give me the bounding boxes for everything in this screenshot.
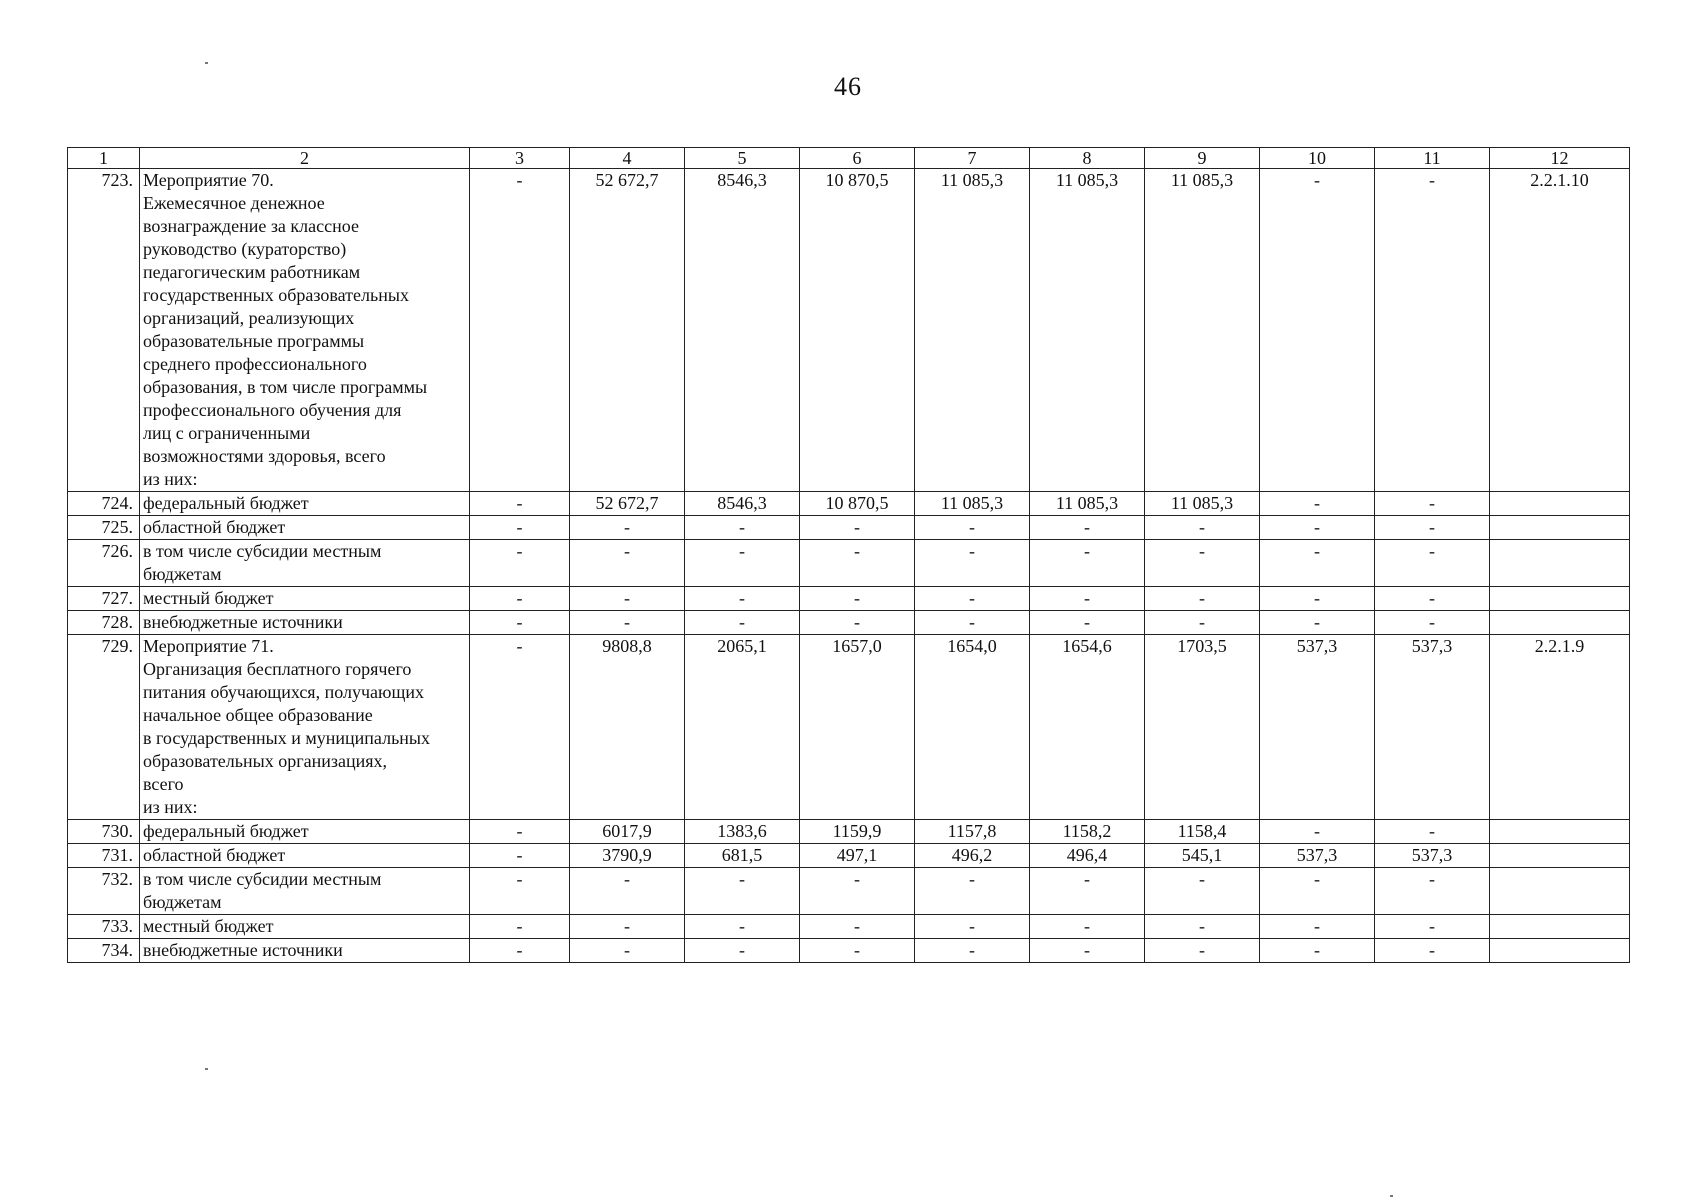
value-cell-col-6: 10 870,5 <box>800 492 915 516</box>
row-description <box>140 635 470 820</box>
description-line: бюджетам <box>143 564 222 584</box>
row-description <box>140 587 470 611</box>
description-line: федеральный бюджет <box>143 821 309 841</box>
value-cell-col-11: - <box>1375 169 1490 492</box>
value-cell-col-12: 2.2.1.10 <box>1490 169 1630 492</box>
row-description <box>140 868 470 915</box>
table-row <box>68 492 1630 516</box>
value-cell-col-12 <box>1490 492 1630 516</box>
value-cell-col-3: - <box>470 868 570 915</box>
value-cell-col-10: - <box>1260 169 1375 492</box>
value-cell-col-9: 1158,4 <box>1145 820 1260 844</box>
value-cell-col-11: 537,3 <box>1375 844 1490 868</box>
value-cell-col-8: 1654,6 <box>1030 635 1145 820</box>
value-cell-col-10: - <box>1260 492 1375 516</box>
value-cell-col-12 <box>1490 611 1630 635</box>
description-line: областной бюджет <box>143 845 286 865</box>
value-cell-col-12 <box>1490 516 1630 540</box>
value-cell-col-10: 537,3 <box>1260 844 1375 868</box>
value-cell-col-6: - <box>800 516 915 540</box>
value-cell-col-6: - <box>800 915 915 939</box>
value-cell-col-4: 9808,8 <box>570 635 685 820</box>
value-cell-col-11: - <box>1375 516 1490 540</box>
description-line: образования, в том числе программы <box>143 377 428 397</box>
description-line: питания обучающихся, получающих <box>143 682 424 702</box>
description-line: образовательные программы <box>143 331 365 351</box>
value-cell-col-6: 10 870,5 <box>800 169 915 492</box>
description-line: местный бюджет <box>143 588 274 608</box>
column-header-4: 4 <box>570 148 685 169</box>
description-line: всего <box>143 774 184 794</box>
table-row <box>68 635 1630 820</box>
description-line: педагогическим работникам <box>143 262 361 282</box>
value-cell-col-10: - <box>1260 540 1375 587</box>
value-cell-col-11: 537,3 <box>1375 635 1490 820</box>
value-cell-col-5: 681,5 <box>685 844 800 868</box>
value-cell-col-3: - <box>470 635 570 820</box>
table-row <box>68 169 1630 492</box>
value-cell-col-5: 8546,3 <box>685 492 800 516</box>
description-line: из них: <box>143 469 198 489</box>
value-cell-col-9: - <box>1145 939 1260 963</box>
table-body <box>68 148 1630 963</box>
value-cell-col-3: - <box>470 587 570 611</box>
row-description <box>140 516 470 540</box>
description-line: профессионального обучения для <box>143 400 402 420</box>
value-cell-col-4: 3790,9 <box>570 844 685 868</box>
description-line: Ежемесячное денежное <box>143 193 325 213</box>
value-cell-col-6: 1657,0 <box>800 635 915 820</box>
value-cell-col-3: - <box>470 540 570 587</box>
row-description <box>140 915 470 939</box>
value-cell-col-3: - <box>470 611 570 635</box>
value-cell-col-4: - <box>570 611 685 635</box>
value-cell-col-3: - <box>470 169 570 492</box>
description-line: возможностями здоровья, всего <box>143 446 386 466</box>
description-line: Организация бесплатного горячего <box>143 659 412 679</box>
value-cell-col-9: - <box>1145 915 1260 939</box>
table-row <box>68 820 1630 844</box>
header-row <box>68 148 1630 169</box>
table-row <box>68 915 1630 939</box>
value-cell-col-6: - <box>800 587 915 611</box>
column-header-2: 2 <box>140 148 470 169</box>
description-line: Мероприятие 70. <box>143 170 274 190</box>
value-cell-col-7: - <box>915 611 1030 635</box>
value-cell-col-12 <box>1490 587 1630 611</box>
value-cell-col-7: - <box>915 939 1030 963</box>
value-cell-col-10: 537,3 <box>1260 635 1375 820</box>
description-line: бюджетам <box>143 892 222 912</box>
column-header-7: 7 <box>915 148 1030 169</box>
row-description <box>140 169 470 492</box>
value-cell-col-5: - <box>685 540 800 587</box>
description-line: образовательных организациях, <box>143 751 387 771</box>
value-cell-col-9: 11 085,3 <box>1145 169 1260 492</box>
value-cell-col-4: - <box>570 587 685 611</box>
row-description <box>140 492 470 516</box>
value-cell-col-7: 11 085,3 <box>915 169 1030 492</box>
row-description <box>140 540 470 587</box>
value-cell-col-5: - <box>685 516 800 540</box>
value-cell-col-9: 1703,5 <box>1145 635 1260 820</box>
table-row <box>68 587 1630 611</box>
column-header-1: 1 <box>68 148 140 169</box>
value-cell-col-9: - <box>1145 587 1260 611</box>
description-line: внебюджетные источники <box>143 612 343 632</box>
value-cell-col-9: 11 085,3 <box>1145 492 1260 516</box>
value-cell-col-7: 496,2 <box>915 844 1030 868</box>
value-cell-col-7: 1654,0 <box>915 635 1030 820</box>
value-cell-col-11: - <box>1375 820 1490 844</box>
value-cell-col-6: 497,1 <box>800 844 915 868</box>
value-cell-col-9: 545,1 <box>1145 844 1260 868</box>
row-number: 734. <box>68 939 140 963</box>
value-cell-col-5: 1383,6 <box>685 820 800 844</box>
value-cell-col-11: - <box>1375 915 1490 939</box>
value-cell-col-11: - <box>1375 587 1490 611</box>
scan-speck <box>205 1068 208 1070</box>
description-line: из них: <box>143 797 198 817</box>
value-cell-col-8: 11 085,3 <box>1030 492 1145 516</box>
value-cell-col-11: - <box>1375 492 1490 516</box>
scan-speck <box>1390 1195 1393 1197</box>
value-cell-col-10: - <box>1260 820 1375 844</box>
description-line: организаций, реализующих <box>143 308 355 328</box>
row-number: 729. <box>68 635 140 820</box>
value-cell-col-7: - <box>915 516 1030 540</box>
value-cell-col-3: - <box>470 516 570 540</box>
row-number: 731. <box>68 844 140 868</box>
value-cell-col-8: 496,4 <box>1030 844 1145 868</box>
value-cell-col-8: 11 085,3 <box>1030 169 1145 492</box>
value-cell-col-6: 1159,9 <box>800 820 915 844</box>
table-row <box>68 844 1630 868</box>
table-row <box>68 939 1630 963</box>
page-number: 46 <box>834 72 862 101</box>
value-cell-col-12 <box>1490 820 1630 844</box>
row-description <box>140 939 470 963</box>
value-cell-col-9: - <box>1145 868 1260 915</box>
column-header-9: 9 <box>1145 148 1260 169</box>
value-cell-col-10: - <box>1260 587 1375 611</box>
value-cell-col-12: 2.2.1.9 <box>1490 635 1630 820</box>
row-number: 730. <box>68 820 140 844</box>
scan-speck <box>205 62 208 64</box>
column-header-5: 5 <box>685 148 800 169</box>
row-description <box>140 820 470 844</box>
value-cell-col-11: - <box>1375 611 1490 635</box>
description-line: начальное общее образование <box>143 705 373 725</box>
column-header-3: 3 <box>470 148 570 169</box>
value-cell-col-6: - <box>800 611 915 635</box>
value-cell-col-3: - <box>470 820 570 844</box>
budget-table <box>67 147 1630 963</box>
value-cell-col-6: - <box>800 939 915 963</box>
value-cell-col-12 <box>1490 868 1630 915</box>
value-cell-col-10: - <box>1260 611 1375 635</box>
value-cell-col-7: - <box>915 868 1030 915</box>
value-cell-col-6: - <box>800 868 915 915</box>
description-line: руководство (кураторство) <box>143 239 347 259</box>
value-cell-col-8: - <box>1030 516 1145 540</box>
row-number: 733. <box>68 915 140 939</box>
value-cell-col-10: - <box>1260 915 1375 939</box>
value-cell-col-4: - <box>570 915 685 939</box>
value-cell-col-5: - <box>685 915 800 939</box>
value-cell-col-4: - <box>570 540 685 587</box>
value-cell-col-10: - <box>1260 516 1375 540</box>
row-number: 725. <box>68 516 140 540</box>
value-cell-col-8: - <box>1030 611 1145 635</box>
value-cell-col-10: - <box>1260 868 1375 915</box>
value-cell-col-4: - <box>570 939 685 963</box>
value-cell-col-5: - <box>685 868 800 915</box>
value-cell-col-3: - <box>470 492 570 516</box>
value-cell-col-7: 11 085,3 <box>915 492 1030 516</box>
value-cell-col-4: - <box>570 516 685 540</box>
column-header-6: 6 <box>800 148 915 169</box>
table-row <box>68 868 1630 915</box>
value-cell-col-11: - <box>1375 540 1490 587</box>
table-row <box>68 516 1630 540</box>
row-number: 726. <box>68 540 140 587</box>
value-cell-col-9: - <box>1145 516 1260 540</box>
value-cell-col-8: - <box>1030 868 1145 915</box>
column-header-10: 10 <box>1260 148 1375 169</box>
value-cell-col-3: - <box>470 939 570 963</box>
value-cell-col-8: - <box>1030 587 1145 611</box>
value-cell-col-9: - <box>1145 540 1260 587</box>
description-line: среднего профессионального <box>143 354 367 374</box>
value-cell-col-6: - <box>800 540 915 587</box>
value-cell-col-7: - <box>915 915 1030 939</box>
description-line: Мероприятие 71. <box>143 636 274 656</box>
value-cell-col-8: - <box>1030 540 1145 587</box>
value-cell-col-5: - <box>685 939 800 963</box>
description-line: лиц с ограниченными <box>143 423 311 443</box>
value-cell-col-8: - <box>1030 915 1145 939</box>
value-cell-col-4: 52 672,7 <box>570 492 685 516</box>
value-cell-col-5: 8546,3 <box>685 169 800 492</box>
value-cell-col-8: - <box>1030 939 1145 963</box>
row-description <box>140 611 470 635</box>
value-cell-col-8: 1158,2 <box>1030 820 1145 844</box>
table-row <box>68 611 1630 635</box>
description-line: внебюджетные источники <box>143 940 343 960</box>
row-number: 732. <box>68 868 140 915</box>
value-cell-col-5: - <box>685 587 800 611</box>
row-number: 727. <box>68 587 140 611</box>
row-number: 724. <box>68 492 140 516</box>
value-cell-col-10: - <box>1260 939 1375 963</box>
value-cell-col-9: - <box>1145 611 1260 635</box>
value-cell-col-3: - <box>470 844 570 868</box>
value-cell-col-4: - <box>570 868 685 915</box>
value-cell-col-12 <box>1490 844 1630 868</box>
value-cell-col-4: 6017,9 <box>570 820 685 844</box>
description-line: местный бюджет <box>143 916 274 936</box>
value-cell-col-12 <box>1490 939 1630 963</box>
column-header-11: 11 <box>1375 148 1490 169</box>
value-cell-col-11: - <box>1375 868 1490 915</box>
value-cell-col-12 <box>1490 540 1630 587</box>
table-row <box>68 540 1630 587</box>
value-cell-col-7: 1157,8 <box>915 820 1030 844</box>
value-cell-col-4: 52 672,7 <box>570 169 685 492</box>
description-line: вознаграждение за классное <box>143 216 359 236</box>
row-number: 728. <box>68 611 140 635</box>
value-cell-col-5: - <box>685 611 800 635</box>
description-line: в том числе субсидии местным <box>143 541 382 561</box>
value-cell-col-12 <box>1490 915 1630 939</box>
value-cell-col-3: - <box>470 915 570 939</box>
description-line: государственных образовательных <box>143 285 409 305</box>
row-number: 723. <box>68 169 140 492</box>
description-line: в государственных и муниципальных <box>143 728 430 748</box>
value-cell-col-11: - <box>1375 939 1490 963</box>
value-cell-col-5: 2065,1 <box>685 635 800 820</box>
value-cell-col-7: - <box>915 540 1030 587</box>
row-description <box>140 844 470 868</box>
value-cell-col-7: - <box>915 587 1030 611</box>
description-line: областной бюджет <box>143 517 286 537</box>
column-header-12: 12 <box>1490 148 1630 169</box>
description-line: федеральный бюджет <box>143 493 309 513</box>
column-header-8: 8 <box>1030 148 1145 169</box>
description-line: в том числе субсидии местным <box>143 869 382 889</box>
